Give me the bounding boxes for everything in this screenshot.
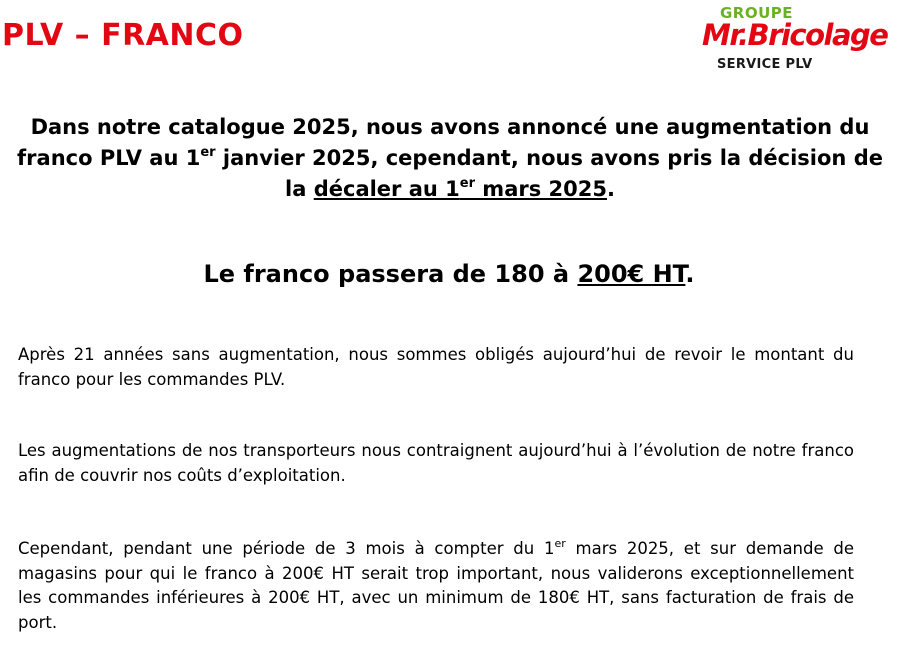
logo-brand-text: Mr.Bricolage — [702, 18, 888, 52]
intro-sup-1: er — [200, 145, 216, 160]
intro-sup-2: er — [459, 176, 475, 191]
p3-text-1: Cependant, pendant une période de 3 mois à compter du 1 — [18, 539, 555, 558]
intro-text-2: janvier 2025, cependant, nous avons pris la décision de la — [215, 146, 883, 201]
logo-groupe-text: GROUPE — [720, 4, 794, 22]
headline-text: Le franco passera de 180 à — [203, 260, 578, 288]
headline-amount: 200€ HT — [577, 260, 686, 288]
intro-end: . — [606, 177, 615, 201]
mr-bricolage-logo — [700, 4, 896, 76]
intro-underlined-1: décaler au 1 — [313, 177, 460, 201]
p3-sup: er — [554, 537, 566, 550]
paragraph-transport-costs: Les augmentations de nos transporteurs nous contraignent aujourd’hui à l’évolution de notre franco afin de couvrir nos coûts d’exploitation. — [18, 441, 854, 485]
logo-service-text: SERVICE PLV — [717, 57, 813, 72]
paragraph-no-increase: Après 21 années sans augmentation, nous sommes obligés aujourd’hui de revoir le montant du franco pour les commandes PLV. — [18, 345, 854, 389]
intro-underlined-date — [314, 177, 607, 201]
paragraph-exception-period — [18, 537, 854, 635]
headline-end: . — [685, 260, 695, 288]
p3-text-2: mars 2025, et sur demande de magasins pour qui le franco à 200€ HT serait trop important, nous validerons exceptionnellement les commandes inférieures à 200€ HT, avec un minimum de 180€ HT, sans facturation de frais de port. — [18, 539, 855, 632]
intro-announcement — [10, 112, 890, 205]
intro-text-1: Dans notre catalogue 2025, nous avons annoncé une augmentation du franco PLV au 1 — [17, 115, 870, 170]
intro-underlined-2: mars 2025 — [475, 177, 607, 201]
page-title: PLV – FRANCO — [2, 18, 244, 53]
franco-headline — [0, 260, 898, 288]
